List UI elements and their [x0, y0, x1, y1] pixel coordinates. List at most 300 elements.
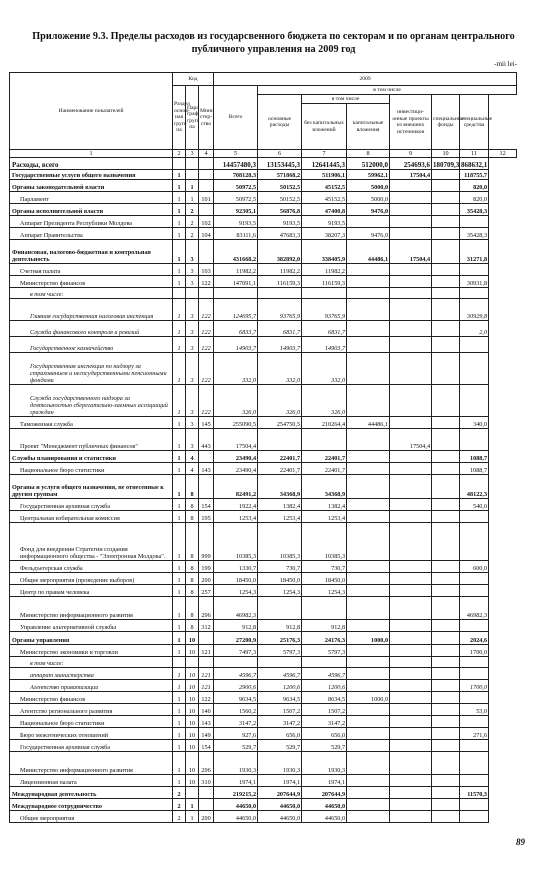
- column-number: 2: [173, 150, 186, 158]
- value-cell: [347, 353, 390, 385]
- value-cell: 14903,7: [302, 337, 347, 353]
- code-cell: 121: [199, 680, 214, 692]
- table-row: [10, 632, 517, 645]
- value-cell: 23490,4: [214, 463, 258, 475]
- value-cell: 18450,0: [258, 573, 302, 585]
- row-name: Органы исполнительной власти: [10, 204, 173, 216]
- value-cell: [460, 752, 489, 775]
- value-cell: 124695,7: [214, 299, 258, 321]
- code-cell: 1: [186, 180, 199, 192]
- value-cell: 6831,7: [302, 321, 347, 337]
- code-cell: 122: [199, 299, 214, 321]
- value-cell: [432, 463, 460, 475]
- value-cell: [432, 429, 460, 451]
- code-cell: 1: [173, 429, 186, 451]
- value-cell: 50972,5: [214, 180, 258, 192]
- row-name: Фельдъегерская служба: [10, 561, 173, 573]
- value-cell: 147091,1: [214, 276, 258, 288]
- value-cell: 50972,5: [214, 192, 258, 204]
- code-cell: 1: [186, 811, 199, 823]
- value-cell: [258, 657, 302, 668]
- value-cell: 27200,9: [214, 632, 258, 645]
- value-cell: [460, 573, 489, 585]
- value-cell: [302, 429, 347, 451]
- value-cell: 7497,3: [214, 645, 258, 657]
- value-cell: 271,6: [460, 728, 489, 740]
- row-name: Центральная избирательная комиссия: [10, 511, 173, 523]
- code-cell: 1: [173, 728, 186, 740]
- value-cell: [347, 657, 390, 668]
- value-cell: [390, 353, 432, 385]
- code-cell: 1: [173, 451, 186, 463]
- column-number: 8: [347, 150, 390, 158]
- value-cell: 6833,7: [214, 321, 258, 337]
- value-cell: [432, 799, 460, 811]
- row-name: Бюро межэтнических отношений: [10, 728, 173, 740]
- code-cell: 3: [186, 417, 199, 429]
- value-cell: [390, 463, 432, 475]
- row-name: Счетная палата: [10, 264, 173, 276]
- code-cell: 3: [186, 240, 199, 264]
- code-cell: [199, 240, 214, 264]
- value-cell: 1000,0: [347, 692, 390, 704]
- table-row: [10, 451, 517, 463]
- row-name: Министерство финансов: [10, 692, 173, 704]
- value-cell: 44650,0: [214, 799, 258, 811]
- value-cell: 116159,3: [302, 276, 347, 288]
- code-cell: [199, 158, 214, 170]
- column-number: 4: [199, 150, 214, 158]
- value-cell: [390, 692, 432, 704]
- value-cell: 24176,3: [302, 632, 347, 645]
- code-cell: 3: [186, 299, 199, 321]
- value-cell: [460, 811, 489, 823]
- column-number: 3: [186, 150, 199, 158]
- table-row: [10, 775, 517, 787]
- budget-table: [9, 72, 517, 823]
- table-row: [10, 475, 517, 499]
- code-cell: [199, 451, 214, 463]
- table-row: [10, 170, 517, 180]
- table-row: [10, 429, 517, 451]
- value-cell: 17504,4: [390, 170, 432, 180]
- value-cell: 10385,3: [258, 523, 302, 561]
- table-row: [10, 752, 517, 775]
- value-cell: [432, 204, 460, 216]
- value-cell: [432, 451, 460, 463]
- value-cell: 207644,9: [302, 787, 347, 799]
- code-cell: 10: [186, 692, 199, 704]
- value-cell: 210264,4: [302, 417, 347, 429]
- column-number: 7: [302, 150, 347, 158]
- value-cell: [390, 573, 432, 585]
- header-incl2: в том числе: [302, 95, 390, 104]
- table-row: [10, 728, 517, 740]
- table-row: [10, 561, 517, 573]
- value-cell: [432, 276, 460, 288]
- table-row: [10, 180, 517, 192]
- header-investment: инвестици-онные проекты из внешних источников: [390, 95, 432, 150]
- table-row: [10, 799, 517, 811]
- value-cell: 47683,3: [258, 228, 302, 240]
- value-cell: 2024,6: [460, 632, 489, 645]
- value-cell: [432, 353, 460, 385]
- table-row: [10, 158, 517, 170]
- table-row: [10, 499, 517, 511]
- value-cell: 10385,3: [214, 523, 258, 561]
- value-cell: 34368,9: [258, 475, 302, 499]
- row-name: Государственная архивная служба: [10, 499, 173, 511]
- value-cell: 12641445,3: [302, 158, 347, 170]
- row-name: в том числе:: [10, 288, 173, 299]
- table-row: [10, 668, 517, 680]
- code-cell: 1: [173, 620, 186, 632]
- value-cell: [390, 385, 432, 417]
- table-row: [10, 299, 517, 321]
- value-cell: [390, 499, 432, 511]
- value-cell: 1200,6: [302, 680, 347, 692]
- value-cell: [460, 775, 489, 787]
- value-cell: [390, 704, 432, 716]
- code-cell: 2: [186, 216, 199, 228]
- value-cell: [390, 657, 432, 668]
- value-cell: 512000,0: [347, 158, 390, 170]
- row-name: Аппарат Правительства: [10, 228, 173, 240]
- value-cell: 8634,5: [302, 692, 347, 704]
- value-cell: 92305,1: [214, 204, 258, 216]
- value-cell: 9193,5: [302, 216, 347, 228]
- code-cell: [186, 657, 199, 668]
- code-cell: 1: [173, 716, 186, 728]
- code-cell: 443: [199, 429, 214, 451]
- code-cell: 154: [199, 499, 214, 511]
- value-cell: [460, 264, 489, 276]
- code-cell: 10: [186, 704, 199, 716]
- code-cell: 1: [186, 192, 199, 204]
- value-cell: 1974,1: [258, 775, 302, 787]
- value-cell: 9634,5: [214, 692, 258, 704]
- table-row: [10, 204, 517, 216]
- value-cell: [460, 511, 489, 523]
- code-cell: 1: [173, 752, 186, 775]
- table-row: [10, 353, 517, 385]
- code-cell: 1: [173, 632, 186, 645]
- value-cell: 30929,8: [460, 299, 489, 321]
- value-cell: 3147,2: [258, 716, 302, 728]
- value-cell: 44650,0: [258, 799, 302, 811]
- value-cell: [432, 645, 460, 657]
- code-cell: 296: [199, 752, 214, 775]
- value-cell: [390, 632, 432, 645]
- header-total: Всего: [214, 86, 258, 150]
- value-cell: [432, 585, 460, 597]
- row-name: Расходы, всего: [10, 158, 173, 170]
- value-cell: 25176,3: [258, 632, 302, 645]
- value-cell: [432, 417, 460, 429]
- code-cell: 122: [199, 337, 214, 353]
- code-cell: 1: [173, 204, 186, 216]
- value-cell: 50152,5: [258, 180, 302, 192]
- value-cell: 708128,3: [214, 170, 258, 180]
- value-cell: 326,0: [302, 385, 347, 417]
- value-cell: [347, 740, 390, 752]
- value-cell: [390, 288, 432, 299]
- value-cell: [432, 192, 460, 204]
- code-cell: 1: [173, 337, 186, 353]
- value-cell: [460, 657, 489, 668]
- code-cell: [173, 288, 186, 299]
- code-cell: 149: [199, 728, 214, 740]
- value-cell: 35428,3: [460, 204, 489, 216]
- code-cell: 140: [199, 704, 214, 716]
- code-cell: 999: [199, 523, 214, 561]
- value-cell: 4596,7: [258, 668, 302, 680]
- value-cell: [302, 288, 347, 299]
- value-cell: [390, 597, 432, 620]
- value-cell: [460, 429, 489, 451]
- table-row: [10, 657, 517, 668]
- value-cell: [432, 680, 460, 692]
- value-cell: [347, 799, 390, 811]
- value-cell: [432, 321, 460, 337]
- code-cell: 101: [199, 192, 214, 204]
- table-row: [10, 192, 517, 204]
- code-cell: 1: [173, 585, 186, 597]
- value-cell: 46982,3: [214, 597, 258, 620]
- row-name: Служба государственного надзора за деятельностью сберегательно-заемных ассоциаций граждан: [10, 385, 173, 417]
- row-name: Агентство приватизации: [10, 680, 173, 692]
- value-cell: [460, 216, 489, 228]
- code-cell: 122: [199, 385, 214, 417]
- code-cell: 10: [186, 775, 199, 787]
- value-cell: [347, 597, 390, 620]
- value-cell: [390, 299, 432, 321]
- value-cell: 22401,7: [302, 463, 347, 475]
- code-cell: 1: [173, 170, 186, 180]
- value-cell: 1254,3: [302, 585, 347, 597]
- value-cell: [390, 180, 432, 192]
- value-cell: [432, 475, 460, 499]
- value-cell: [390, 276, 432, 288]
- value-cell: 44650,0: [302, 811, 347, 823]
- value-cell: 1700,0: [460, 645, 489, 657]
- code-cell: 10: [186, 716, 199, 728]
- value-cell: [214, 288, 258, 299]
- value-cell: [347, 321, 390, 337]
- header-special-means: специальные средства: [460, 95, 489, 150]
- value-cell: [347, 668, 390, 680]
- value-cell: 14457480,3: [214, 158, 258, 170]
- code-cell: 2: [173, 799, 186, 811]
- value-cell: 730,7: [258, 561, 302, 573]
- value-cell: [460, 523, 489, 561]
- code-cell: [173, 657, 186, 668]
- value-cell: [347, 811, 390, 823]
- value-cell: [432, 385, 460, 417]
- value-cell: 1930,3: [214, 752, 258, 775]
- value-cell: [432, 511, 460, 523]
- value-cell: [347, 775, 390, 787]
- code-cell: 10: [186, 728, 199, 740]
- code-cell: 2: [186, 228, 199, 240]
- value-cell: [390, 811, 432, 823]
- column-number: 10: [432, 150, 460, 158]
- value-cell: [390, 192, 432, 204]
- value-cell: [347, 429, 390, 451]
- code-cell: 1: [186, 799, 199, 811]
- table-row: [10, 216, 517, 228]
- code-cell: 145: [199, 417, 214, 429]
- value-cell: 11982,2: [302, 264, 347, 276]
- code-cell: 1: [173, 523, 186, 561]
- code-cell: 310: [199, 775, 214, 787]
- value-cell: 382892,0: [258, 240, 302, 264]
- value-cell: [460, 716, 489, 728]
- header-special-funds: специальные фонды: [432, 95, 460, 150]
- row-name: Главная государственная налоговая инспекция: [10, 299, 173, 321]
- code-cell: 143: [199, 716, 214, 728]
- code-cell: 1: [173, 216, 186, 228]
- code-cell: 1: [173, 353, 186, 385]
- value-cell: [347, 463, 390, 475]
- value-cell: [347, 787, 390, 799]
- value-cell: [460, 337, 489, 353]
- value-cell: 340,0: [460, 417, 489, 429]
- value-cell: [347, 475, 390, 499]
- value-cell: [390, 511, 432, 523]
- value-cell: [347, 585, 390, 597]
- value-cell: [432, 337, 460, 353]
- code-cell: 8: [186, 620, 199, 632]
- value-cell: 511906,1: [302, 170, 347, 180]
- value-cell: 14903,7: [258, 337, 302, 353]
- code-cell: 1: [173, 511, 186, 523]
- code-cell: 1: [173, 264, 186, 276]
- code-cell: 1: [173, 775, 186, 787]
- code-cell: [199, 475, 214, 499]
- code-cell: 1: [173, 463, 186, 475]
- row-name: Служба финансового контроля и ревизий: [10, 321, 173, 337]
- value-cell: 1253,4: [302, 511, 347, 523]
- value-cell: [347, 451, 390, 463]
- value-cell: 1930,3: [302, 752, 347, 775]
- code-cell: 1: [173, 321, 186, 337]
- value-cell: 820,0: [460, 180, 489, 192]
- value-cell: 45152,5: [302, 192, 347, 204]
- row-name: Органы и услуги общего назначения, не отнесенные к другим группам: [10, 475, 173, 499]
- code-cell: 3: [186, 353, 199, 385]
- table-row: [10, 573, 517, 585]
- code-cell: [199, 288, 214, 299]
- value-cell: [432, 597, 460, 620]
- code-cell: 1: [173, 561, 186, 573]
- value-cell: [390, 321, 432, 337]
- table-row: [10, 417, 517, 429]
- value-cell: 17504,4: [390, 240, 432, 264]
- code-cell: 1: [173, 228, 186, 240]
- code-cell: 1: [173, 475, 186, 499]
- value-cell: [390, 585, 432, 597]
- value-cell: 11982,2: [214, 264, 258, 276]
- code-cell: 1: [173, 704, 186, 716]
- value-cell: 22401,7: [258, 463, 302, 475]
- code-cell: 3: [186, 321, 199, 337]
- code-cell: [199, 204, 214, 216]
- table-row: [10, 811, 517, 823]
- code-cell: 10: [186, 645, 199, 657]
- header-indicator: Наименование показателей: [10, 73, 173, 150]
- code-cell: 1: [173, 692, 186, 704]
- value-cell: [390, 728, 432, 740]
- column-number: 11: [460, 150, 489, 158]
- value-cell: [347, 264, 390, 276]
- table-row: [10, 228, 517, 240]
- value-cell: [432, 692, 460, 704]
- value-cell: [432, 216, 460, 228]
- value-cell: 1974,1: [214, 775, 258, 787]
- row-name: Парламент: [10, 192, 173, 204]
- code-cell: 8: [186, 561, 199, 573]
- table-row: [10, 337, 517, 353]
- value-cell: 82491,2: [214, 475, 258, 499]
- table-row: [10, 620, 517, 632]
- table-row: [10, 597, 517, 620]
- value-cell: 11570,3: [460, 787, 489, 799]
- value-cell: 30931,8: [460, 276, 489, 288]
- code-cell: 8: [186, 523, 199, 561]
- table-row: [10, 276, 517, 288]
- value-cell: 23490,4: [214, 451, 258, 463]
- value-cell: 1382,4: [302, 499, 347, 511]
- value-cell: 116159,3: [258, 276, 302, 288]
- code-cell: 102: [199, 216, 214, 228]
- code-cell: 3: [186, 429, 199, 451]
- value-cell: 18450,0: [302, 573, 347, 585]
- code-cell: 1: [173, 240, 186, 264]
- code-cell: 1: [173, 385, 186, 417]
- code-cell: 3: [186, 385, 199, 417]
- value-cell: [258, 429, 302, 451]
- row-name: Таможенная служба: [10, 417, 173, 429]
- code-cell: [199, 657, 214, 668]
- value-cell: 17504,4: [214, 429, 258, 451]
- value-cell: [390, 740, 432, 752]
- code-cell: 10: [186, 752, 199, 775]
- value-cell: 44486,1: [347, 417, 390, 429]
- code-cell: [199, 170, 214, 180]
- value-cell: [432, 240, 460, 264]
- value-cell: 56876,8: [258, 204, 302, 216]
- value-cell: 1253,4: [214, 511, 258, 523]
- row-name: Министерство экономики и торговли: [10, 645, 173, 657]
- value-cell: 93765,9: [302, 299, 347, 321]
- value-cell: 5797,3: [302, 645, 347, 657]
- value-cell: 656,0: [302, 728, 347, 740]
- value-cell: 45152,5: [302, 180, 347, 192]
- value-cell: 10385,3: [302, 523, 347, 561]
- value-cell: 600,0: [460, 561, 489, 573]
- value-cell: [390, 799, 432, 811]
- row-name: аппарат министерства: [10, 668, 173, 680]
- table-row: [10, 645, 517, 657]
- value-cell: [390, 716, 432, 728]
- value-cell: 9193,5: [258, 216, 302, 228]
- code-cell: [199, 632, 214, 645]
- value-cell: [460, 620, 489, 632]
- value-cell: [432, 704, 460, 716]
- header-paragraph: Пара граф груп па: [186, 86, 199, 150]
- row-name: Агентство регионального развития: [10, 704, 173, 716]
